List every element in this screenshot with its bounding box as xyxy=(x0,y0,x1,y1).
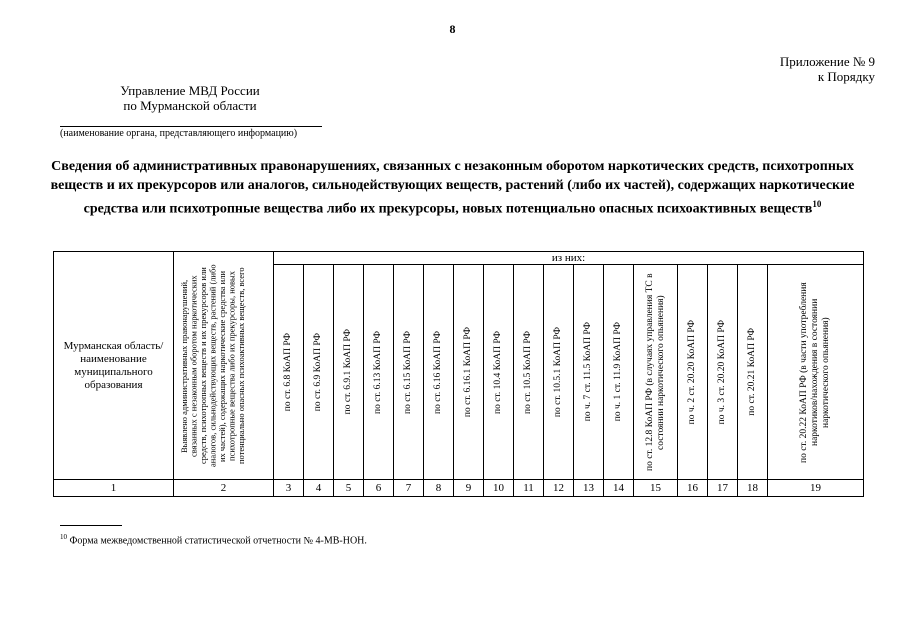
column-number: 9 xyxy=(454,480,484,497)
subcolumn-header-text: по ч. 2 ст. 20.20 КоАП РФ xyxy=(687,319,697,425)
column-number: 12 xyxy=(544,480,574,497)
subcolumn-header xyxy=(484,265,514,480)
subcolumn-header-text: по ст. 6.16.1 КоАП РФ xyxy=(463,326,473,418)
report-table xyxy=(53,251,864,497)
column-number: 1 xyxy=(54,480,174,497)
subcolumn-header-text: по ст. 10.5 КоАП РФ xyxy=(523,330,533,414)
subcolumn-header xyxy=(304,265,334,480)
annex-line-1: Приложение № 9 xyxy=(779,54,875,69)
footnote-text: Форма межведомственной статистической отчетности № 4-МВ-НОН. xyxy=(69,535,367,547)
subcolumn-header xyxy=(768,265,864,480)
subcolumn-header xyxy=(708,265,738,480)
column-number: 16 xyxy=(678,480,708,497)
subcolumn-header xyxy=(604,265,634,480)
column-number: 13 xyxy=(574,480,604,497)
subcolumn-header xyxy=(514,265,544,480)
subcolumn-header xyxy=(364,265,394,480)
subcolumn-header-text: по ст. 10.4 КоАП РФ xyxy=(493,330,503,414)
footnote-ref: 10 xyxy=(60,533,67,541)
column-number: 3 xyxy=(274,480,304,497)
column-number: 2 xyxy=(174,480,274,497)
column-number: 11 xyxy=(514,480,544,497)
subcolumn-header-text: по ст. 6.9.1 КоАП РФ xyxy=(343,329,353,415)
footnote xyxy=(60,533,367,546)
column-number: 10 xyxy=(484,480,514,497)
organization-name xyxy=(120,83,260,113)
subcolumn-header-text: по ч. 3 ст. 20.20 КоАП РФ xyxy=(717,319,727,425)
subcolumn-header-text: по ст. 12.8 КоАП РФ (в случаях управления ТС в состоянии наркотического опьянения) xyxy=(644,273,666,471)
subcolumn-header-text: по ст. 6.13 КоАП РФ xyxy=(373,330,383,414)
annex-line-2: к Порядку xyxy=(817,69,875,84)
subcolumn-header-text: по ст. 6.16 КоАП РФ xyxy=(433,330,443,414)
subcolumn-header xyxy=(424,265,454,480)
subcolumn-header-text: по ч. 1 ст. 11.9 КоАП РФ xyxy=(613,322,623,422)
header-of-them: из них: xyxy=(274,252,864,265)
subcolumn-header xyxy=(634,265,678,480)
subcolumn-header xyxy=(454,265,484,480)
footnote-separator xyxy=(60,525,122,526)
column-number: 14 xyxy=(604,480,634,497)
subcolumn-header xyxy=(394,265,424,480)
organization-line-1: Управление МВД России xyxy=(120,83,260,98)
column-number: 18 xyxy=(738,480,768,497)
document-title xyxy=(40,157,865,219)
header-total-text: Выявлено административных правонарушений, связанных с незаконным оборотом наркотических средств, психотропных веществ и их прекурсоров или аналогов, сильнодействующих веществ, растений (либо их частей), содержащих наркотические средства или психотропные вещества либо их прекурсоры, новых потенциально опасных психоактивных веществ, всего xyxy=(178,264,246,467)
header-region: Мурманская область/наименование муниципального образования xyxy=(54,252,174,480)
column-number: 8 xyxy=(424,480,454,497)
header-total xyxy=(174,252,274,480)
subcolumn-header xyxy=(334,265,364,480)
column-number: 7 xyxy=(394,480,424,497)
organization-line-2: по Мурманской области xyxy=(123,98,257,113)
column-number: 4 xyxy=(304,480,334,497)
organization-underline xyxy=(60,126,322,127)
subcolumn-header-text: по ст. 10.5.1 КоАП РФ xyxy=(553,326,563,418)
subcolumn-header xyxy=(544,265,574,480)
subcolumn-header xyxy=(574,265,604,480)
subcolumn-header xyxy=(738,265,768,480)
column-number: 5 xyxy=(334,480,364,497)
subcolumn-header-text: по ст. 6.15 КоАП РФ xyxy=(403,330,413,414)
subcolumn-header-text: по ст. 20.21 КоАП РФ xyxy=(747,328,757,416)
subcolumn-header-text: по ч. 7 ст. 11.5 КоАП РФ xyxy=(583,322,593,422)
title-footnote-ref: 10 xyxy=(812,199,822,209)
column-number: 19 xyxy=(768,480,864,497)
subcolumn-header xyxy=(274,265,304,480)
subcolumn-header xyxy=(678,265,708,480)
page-number: 8 xyxy=(449,22,456,36)
title-text: Сведения об административных правонарушениях, связанных с незаконным оборотом наркотических средств, психотропных веществ и их прекурсоров или аналогов, сильнодействующих веществ, растений (либо их частей), содержащих наркотические средства или психотропные вещества либо их прекурсоры, новых потенциально опасных психоактивных веществ xyxy=(50,159,855,217)
column-number: 17 xyxy=(708,480,738,497)
organization-hint: (наименование органа, представляющего информацию) xyxy=(60,128,298,139)
annex-reference xyxy=(780,54,875,84)
subcolumn-header-text: по ст. 6.8 КоАП РФ xyxy=(283,332,293,412)
column-number-row xyxy=(54,480,864,497)
subcolumn-header-text: по ст. 6.9 КоАП РФ xyxy=(313,332,323,412)
subcolumn-header-text: по ст. 20.22 КоАП РФ (в части употребления наркотиков/нахождения в состоянии наркотического опьянения) xyxy=(799,281,831,463)
column-number: 6 xyxy=(364,480,394,497)
column-number: 15 xyxy=(634,480,678,497)
